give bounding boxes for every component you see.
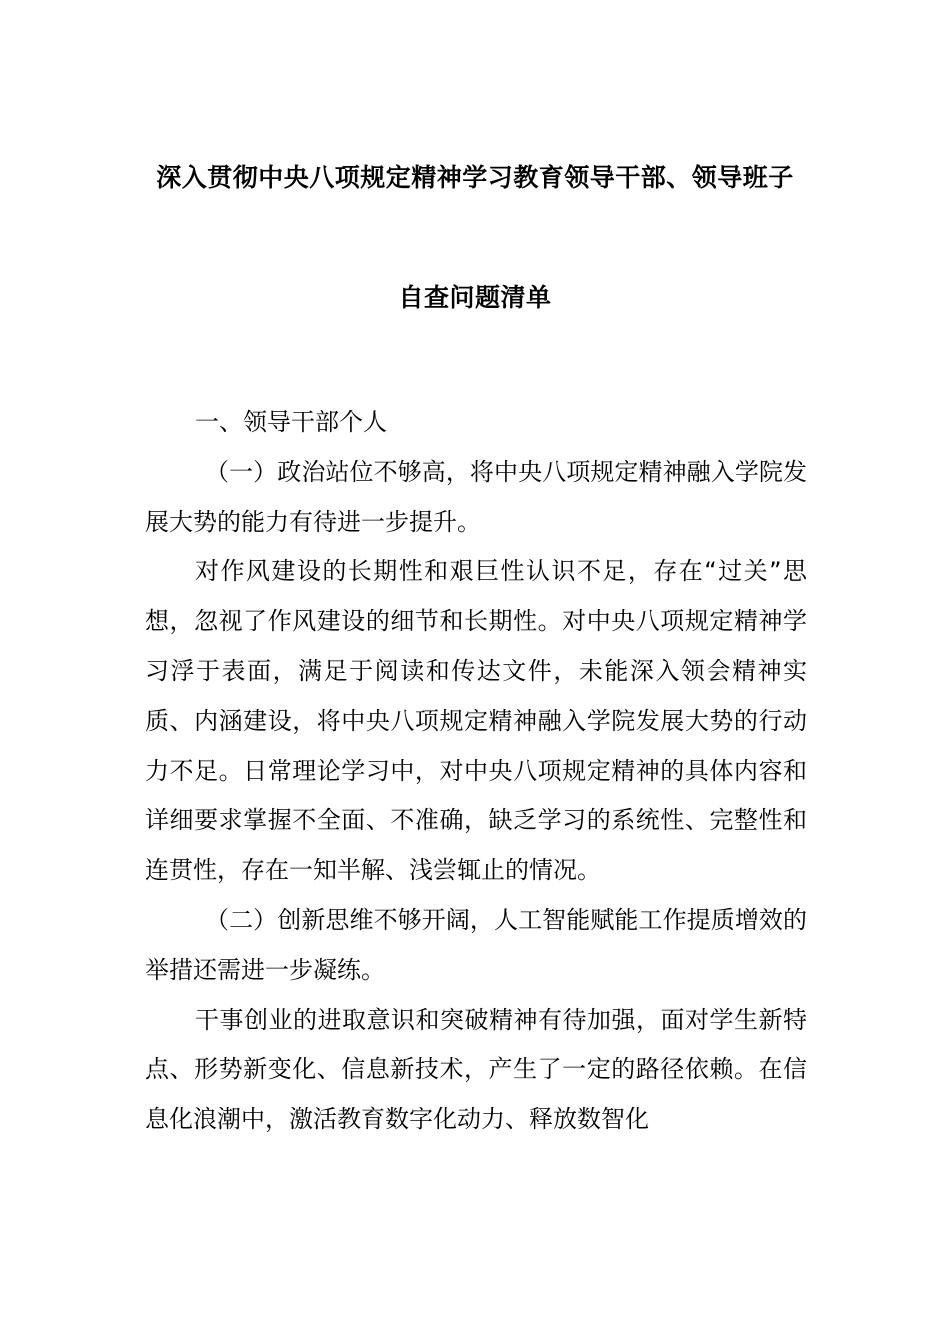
document-title-line-2: 自查问题清单 [398, 283, 552, 312]
item-2-heading: （二）创新思维不够开阔，人工智能赋能工作提质增效的举措还需进一步凝练。 [145, 905, 807, 984]
section-heading: 一、领导干部个人 [195, 408, 387, 436]
document-title-line-1: 深入贯彻中央八项规定精神学习教育领导干部、领导班子 [156, 163, 794, 192]
document-body [145, 398, 807, 1145]
item-2-paragraph: 干事创业的进取意识和突破精神有待加强，面对学生新特点、形势新变化、信息新技术，产生了一定的路径依赖。在信息化浪潮中，激活教育数字化动力、释放数智化 [145, 1005, 807, 1134]
item-1-paragraph: 对作风建设的长期性和艰巨性认识不足，存在“过关”思想，忽视了作风建设的细节和长期性。对中央八项规定精神学习浮于表面，满足于阅读和传达文件，未能深入领会精神实质、内涵建设，将中央八项规定精神融入学院发展大势的行动力不足。日常理论学习中，对中央八项规定精神的具体内容和详细要求掌握不全面、不准确，缺乏学习的系统性、完整性和连贯性，存在一知半解、浅尝辄止的情况。 [145, 557, 807, 885]
item-1-heading: （一）政治站位不够高，将中央八项规定精神融入学院发展大势的能力有待进一步提升。 [145, 457, 807, 536]
